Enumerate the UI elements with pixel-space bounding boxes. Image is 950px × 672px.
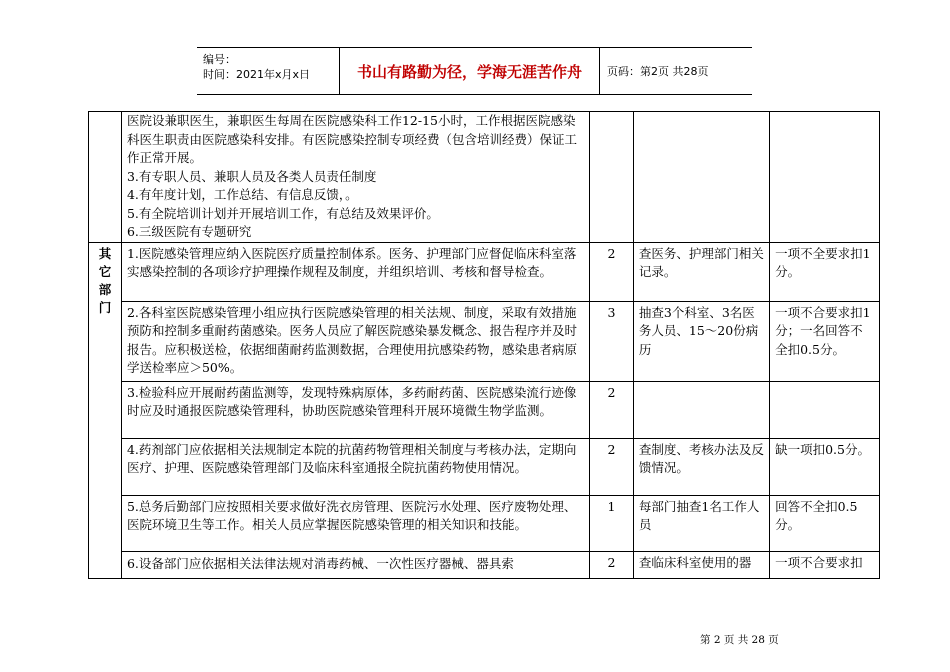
row-score: 1	[589, 495, 633, 551]
continuation-line: 6.三级医院有专题研究	[126, 224, 252, 239]
row-content: 6.设备部门应依据相关法律法规对消毒药械、一次性医疗器械、器具索	[121, 551, 589, 578]
row-method: 抽查3个科室、3名医务人员、15～20份病历	[633, 301, 769, 381]
page-footer: 第 2 页 共 28 页	[700, 634, 779, 646]
row-content: 3.检验科应开展耐药菌监测等，发现特殊病原体，多药耐药菌、医院感染流行迹像时应及时通报医院感染管理科，协助医院感染管理科开展环境微生物学监测。	[121, 381, 589, 438]
row-deduct: 一项不合要求扣1分；一名回答不全扣0.5分。	[770, 301, 880, 381]
row-content: 2.各科室医院感染管理小组应执行医院感染管理的相关法规、制度，采取有效措施预防和控制多重耐药菌感染。医务人员应了解医院感染暴发概念、报告程序并及时报告。应积极送检，依据细菌耐药监测数据，合理使用抗感染药物，感染患者病原学送检率应＞50%。	[121, 301, 589, 381]
table-row	[89, 551, 880, 578]
continuation-line: 5.有全院培训计划并开展培训工作，有总结及效果评价。	[126, 205, 439, 221]
table-row	[89, 495, 880, 551]
row-score: 3	[589, 301, 633, 381]
table-cell-empty	[89, 112, 122, 243]
row-content: 1.医院感染管理应纳入医院医疗质量控制体系。医务、护理部门应督促临床科室落实感染控制的各项诊疗护理操作规程及制度，并组织培训、考核和督导检查。	[121, 242, 589, 301]
row-method	[633, 381, 769, 438]
header-page-number: 页码：第2页 共28页	[607, 65, 709, 78]
row-content: 5.总务后勤部门应按照相关要求做好洗衣房管理、医院污水处理、医疗废物处理、医院环境卫生等工作。相关人员应掌握医院感染管理的相关知识和技能。	[121, 495, 589, 551]
header-motto: 书山有路勤为径，学海无涯苦作舟	[340, 48, 600, 94]
row-method: 查临床科室使用的器	[633, 551, 769, 578]
table-cell-empty	[633, 112, 769, 243]
row-method: 每部门抽查1名工作人员	[633, 495, 769, 551]
continuation-line: 4.有年度计划，工作总结、有信息反馈，。	[126, 187, 358, 202]
table-row	[89, 301, 880, 381]
row-score: 2	[589, 438, 633, 495]
row-method: 查医务、护理部门相关记录。	[633, 242, 769, 301]
document-number-label: 编号：	[203, 53, 236, 66]
continuation-content	[121, 112, 589, 243]
document-date-label: 时间：2021年x月x日	[203, 68, 311, 81]
row-score: 2	[589, 381, 633, 438]
header-meta	[197, 48, 340, 94]
evaluation-table	[88, 111, 880, 579]
row-deduct	[770, 381, 880, 438]
table-row	[89, 381, 880, 438]
row-content: 4.药剂部门应依据相关法规制定本院的抗菌药物管理相关制度与考核办法，定期向医疗、护理、医院感染管理部门及临床科室通报全院抗菌药物使用情况。	[121, 438, 589, 495]
table-cell-empty	[589, 112, 633, 243]
continuation-line: 3.有专职人员、兼职人员及各类人员责任制度	[126, 168, 377, 184]
table-cell-empty	[770, 112, 880, 243]
table-row	[89, 242, 880, 301]
row-score: 2	[589, 551, 633, 578]
row-method: 查制度、考核办法及反馈情况。	[633, 438, 769, 495]
row-score: 2	[589, 242, 633, 301]
row-deduct: 缺一项扣0.5分。	[770, 438, 880, 495]
page-header	[197, 47, 752, 95]
category-cell: 其它部门	[89, 242, 122, 578]
row-deduct: 回答不全扣0.5分。	[770, 495, 880, 551]
table-row	[89, 438, 880, 495]
continuation-line: 医院设兼职医生，兼职医生每周在医院感染科工作12-15小时，工作根据医院感染科医生职责由医院感染科安排。有医院感染控制专项经费（包含培训经费）保证工作正常开展。	[126, 113, 577, 165]
row-deduct: 一项不全要求扣1分。	[770, 242, 880, 301]
row-deduct: 一项不合要求扣	[770, 551, 880, 578]
table-row-continuation	[89, 112, 880, 243]
